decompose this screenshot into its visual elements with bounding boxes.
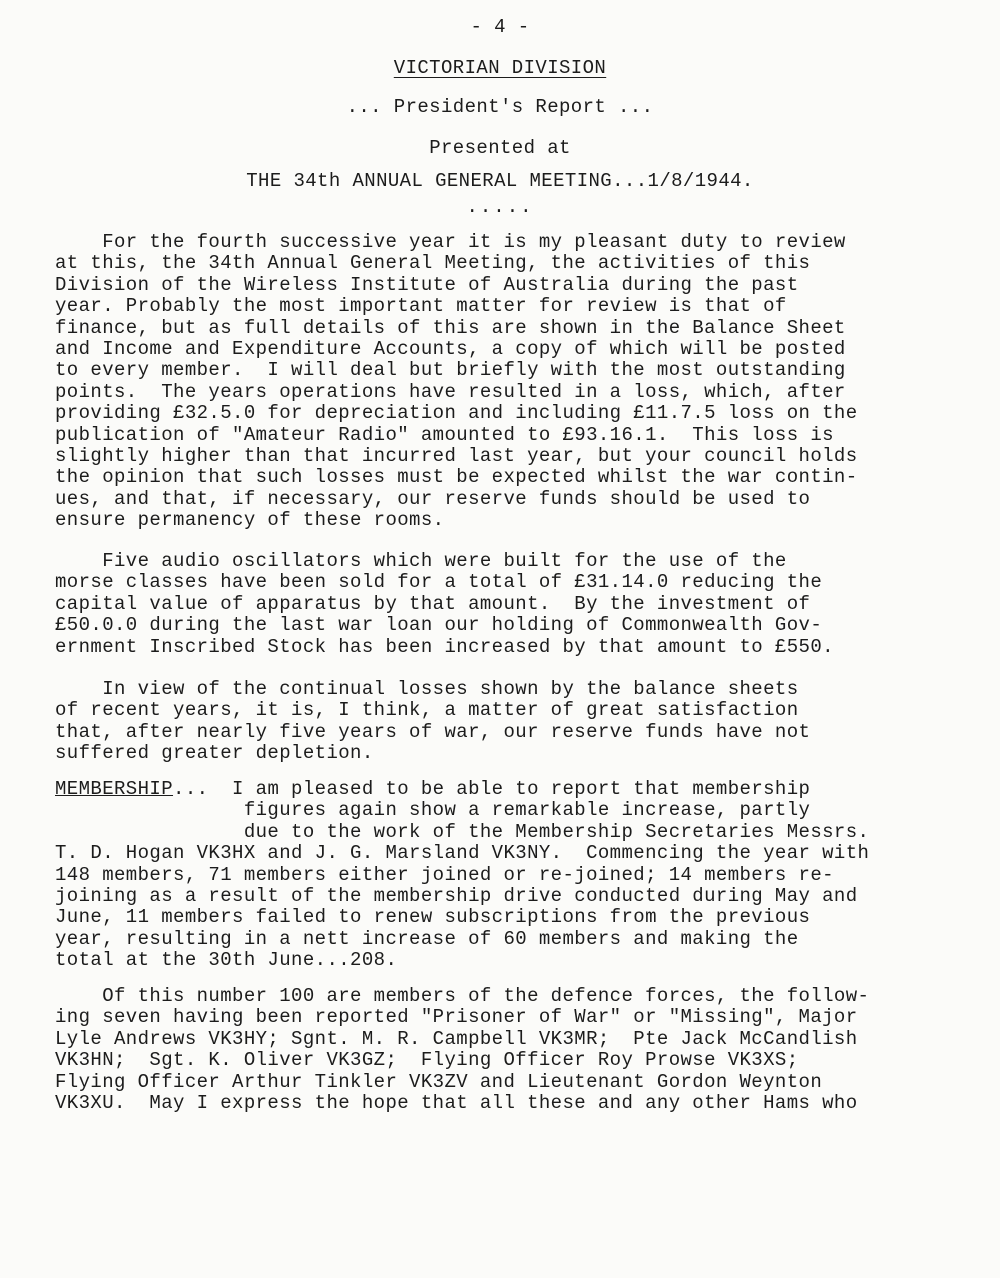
- presented-at-line: Presented at: [429, 137, 571, 159]
- text-line: publication of "Amateur Radio" amounted to £93.16.1. This loss is: [55, 423, 834, 446]
- text-line: £50.0.0 during the last war loan our holding of Commonwealth Gov-: [55, 614, 823, 637]
- membership-heading: MEMBERSHIP: [55, 778, 174, 800]
- meeting-title: THE 34th ANNUAL GENERAL MEETING...1/8/1944.: [246, 170, 754, 192]
- text-line: Of this number 100 are members of the defence forces, the follow-: [55, 985, 870, 1007]
- paragraph-apparatus: [55, 551, 955, 658]
- text-line: Five audio oscillators which were built for the use of the: [55, 550, 787, 572]
- membership-heading-line: [55, 779, 955, 800]
- text-line: figures again show a remarkable increase, partly: [55, 799, 811, 822]
- text-line: due to the work of the Membership Secretaries Messrs.: [55, 820, 870, 843]
- text-line: that, after nearly five years of war, our reserve funds have not: [55, 720, 811, 743]
- text-line: slightly higher than that incurred last year, but your council holds: [55, 444, 858, 467]
- text-line: ues, and that, if necessary, our reserve funds should be used to: [55, 487, 811, 510]
- separator-dots: .....: [466, 196, 534, 218]
- text-line: ensure permanency of these rooms.: [55, 509, 445, 532]
- text-line: For the fourth successive year it is my pleasant duty to review: [55, 231, 846, 253]
- text-line: Flying Officer Arthur Tinkler VK3ZV and Lieutenant Gordon Weynton: [55, 1070, 823, 1093]
- text-line: joining as a result of the membership drive conducted during May and: [55, 884, 858, 907]
- text-line: the opinion that such losses must be expected whilst the war contin-: [55, 466, 858, 489]
- text-line: total at the 30th June...208.: [55, 949, 398, 972]
- text-line: suffered greater depletion.: [55, 742, 374, 765]
- text-line: VK3HN; Sgt. K. Oliver VK3GZ; Flying Officer Roy Prowse VK3XS;: [55, 1049, 799, 1072]
- text-line: providing £32.5.0 for depreciation and including £11.7.5 loss on the: [55, 402, 858, 425]
- text-line: and Income and Expenditure Accounts, a copy of which will be posted: [55, 337, 846, 360]
- membership-heading-suffix: ... I am pleased to be able to report that membership: [173, 778, 811, 800]
- text-line: Lyle Andrews VK3HY; Sgnt. M. R. Campbell VK3MR; Pte Jack McCandlish: [55, 1027, 858, 1050]
- text-line: morse classes have been sold for a total of £31.14.0 reducing the: [55, 571, 823, 594]
- text-line: at this, the 34th Annual General Meeting, the activities of this: [55, 252, 811, 275]
- text-line: of recent years, it is, I think, a matter of great satisfaction: [55, 699, 799, 722]
- text-line: 148 members, 71 members either joined or re-joined; 14 members re-: [55, 863, 834, 886]
- text-line: year. Probably the most important matter for review is that of: [55, 295, 787, 318]
- text-line: to every member. I will deal but briefly with the most outstanding: [55, 359, 846, 382]
- text-line: T. D. Hogan VK3HX and J. G. Marsland VK3NY. Commencing the year with: [55, 842, 870, 865]
- text-line: points. The years operations have resulted in a loss, which, after: [55, 380, 846, 403]
- paragraph-membership: [55, 779, 955, 972]
- paragraph-defence-forces: [55, 986, 955, 1114]
- text-line: ernment Inscribed Stock has been increased by that amount to £550.: [55, 635, 834, 658]
- text-line: ing seven having been reported "Prisoner of War" or "Missing", Major: [55, 1006, 858, 1029]
- page-number: - 4 -: [470, 16, 530, 38]
- paragraph-finance: [55, 232, 955, 531]
- text-line: Division of the Wireless Institute of Australia during the past: [55, 273, 799, 296]
- division-heading: VICTORIAN DIVISION: [393, 57, 607, 79]
- paragraph-reserves: [55, 679, 955, 765]
- text-line: year, resulting in a nett increase of 60 members and making the: [55, 927, 799, 950]
- text-line: June, 11 members failed to renew subscriptions from the previous: [55, 906, 811, 929]
- text-line: VK3XU. May I express the hope that all these and any other Hams who: [55, 1091, 858, 1114]
- text-line: capital value of apparatus by that amount. By the investment of: [55, 592, 811, 615]
- text-line: finance, but as full details of this are shown in the Balance Sheet: [55, 316, 846, 339]
- report-title: ... President's Report ...: [346, 96, 654, 118]
- text-line: In view of the continual losses shown by the balance sheets: [55, 678, 799, 700]
